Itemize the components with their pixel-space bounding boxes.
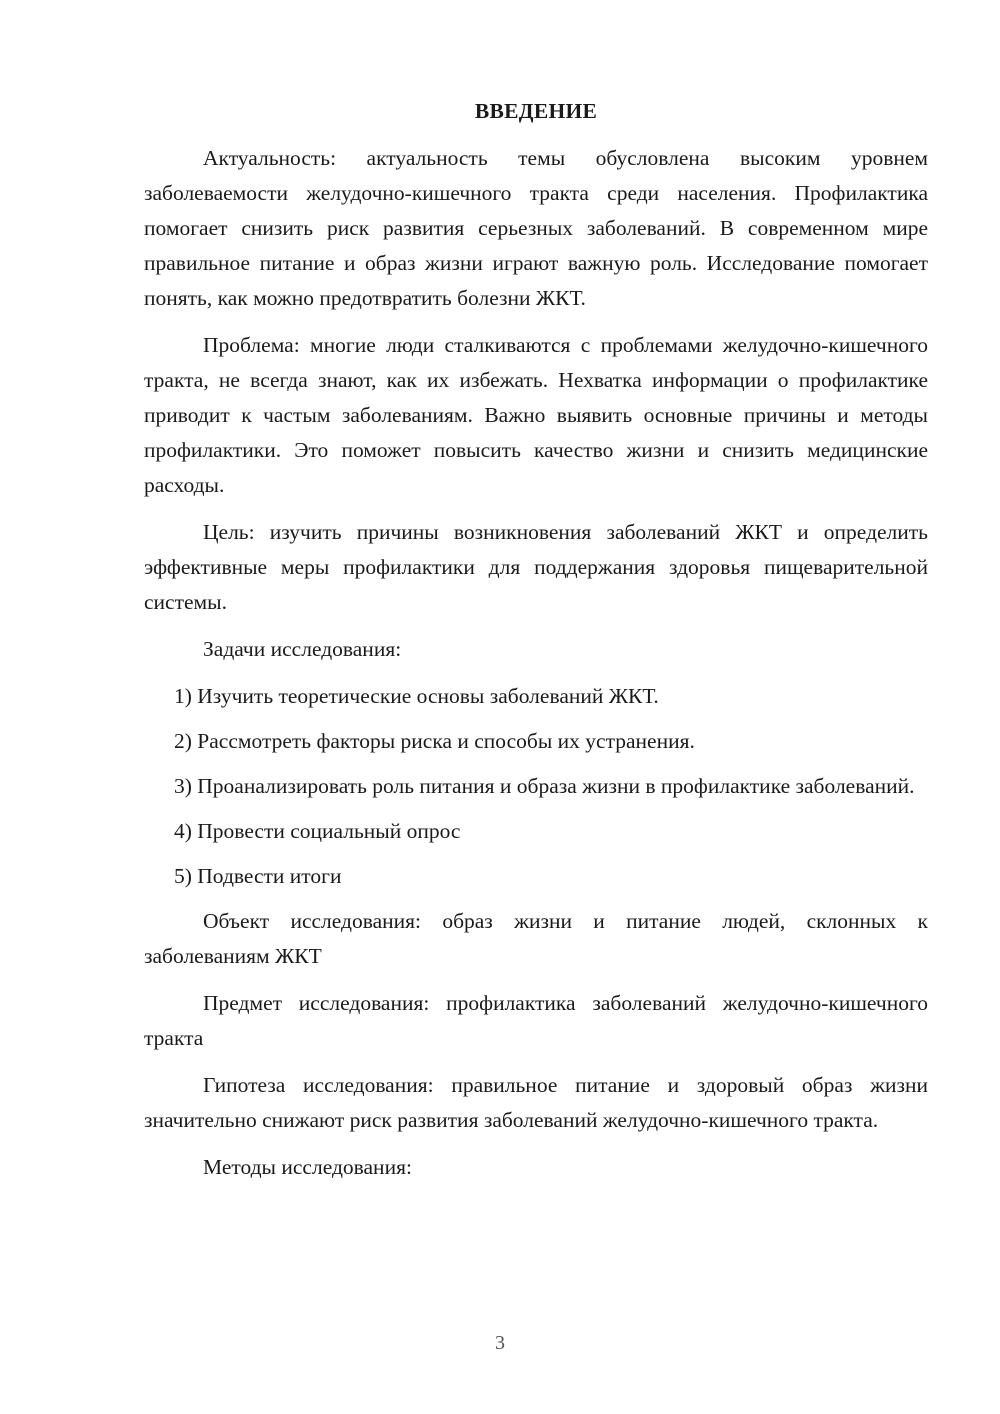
tasks-heading: Задачи исследования: (203, 637, 402, 661)
section-title: ВВЕДЕНИЕ (474, 99, 598, 123)
paragraph-goal: Цель: изучить причины возникновения заболеваний ЖКТ и определить эффективные меры профилактики для поддержания здоровья пищеварительной системы. (144, 520, 928, 614)
task-item-5: 5) Подвести итоги (174, 864, 342, 888)
paragraph-hypothesis: Гипотеза исследования: правильное питание и здоровый образ жизни значительно снижают риск развития заболеваний желудочно-кишечного тракта. (144, 1073, 928, 1132)
paragraph-subject: Предмет исследования: профилактика заболеваний желудочно-кишечного тракта (144, 991, 928, 1050)
paragraph-problem: Проблема: многие люди сталкиваются с проблемами желудочно-кишечного тракта, не всегда знают, как их избежать. Нехватка информации о профилактике приводит к частым заболеваниям. Важно выявить основные причины и методы профилактики. Это поможет повысить качество жизни и снизить медицинские расходы. (144, 333, 928, 497)
task-item-3: 3) Проанализировать роль питания и образа жизни в профилактике заболеваний. (174, 774, 915, 798)
document-page (144, 94, 928, 1197)
methods-heading: Методы исследования: (203, 1155, 412, 1179)
paragraph-object: Объект исследования: образ жизни и питание людей, склонных к заболеваниям ЖКТ (144, 909, 928, 968)
task-item-1: 1) Изучить теоретические основы заболеваний ЖКТ. (174, 684, 659, 708)
paragraph-relevance: Актуальность: актуальность темы обусловлена высоким уровнем заболеваемости желудочно-кишечного тракта среди населения. Профилактика помогает снизить риск развития серьезных заболеваний. В современном мире правильное питание и образ жизни играют важную роль. Исследование помогает понять, как можно предотвратить болезни ЖКТ. (144, 146, 928, 310)
task-item-4: 4) Провести социальный опрос (174, 819, 461, 843)
page-number: 3 (495, 1332, 505, 1354)
task-item-2: 2) Рассмотреть факторы риска и способы их устранения. (174, 729, 695, 753)
